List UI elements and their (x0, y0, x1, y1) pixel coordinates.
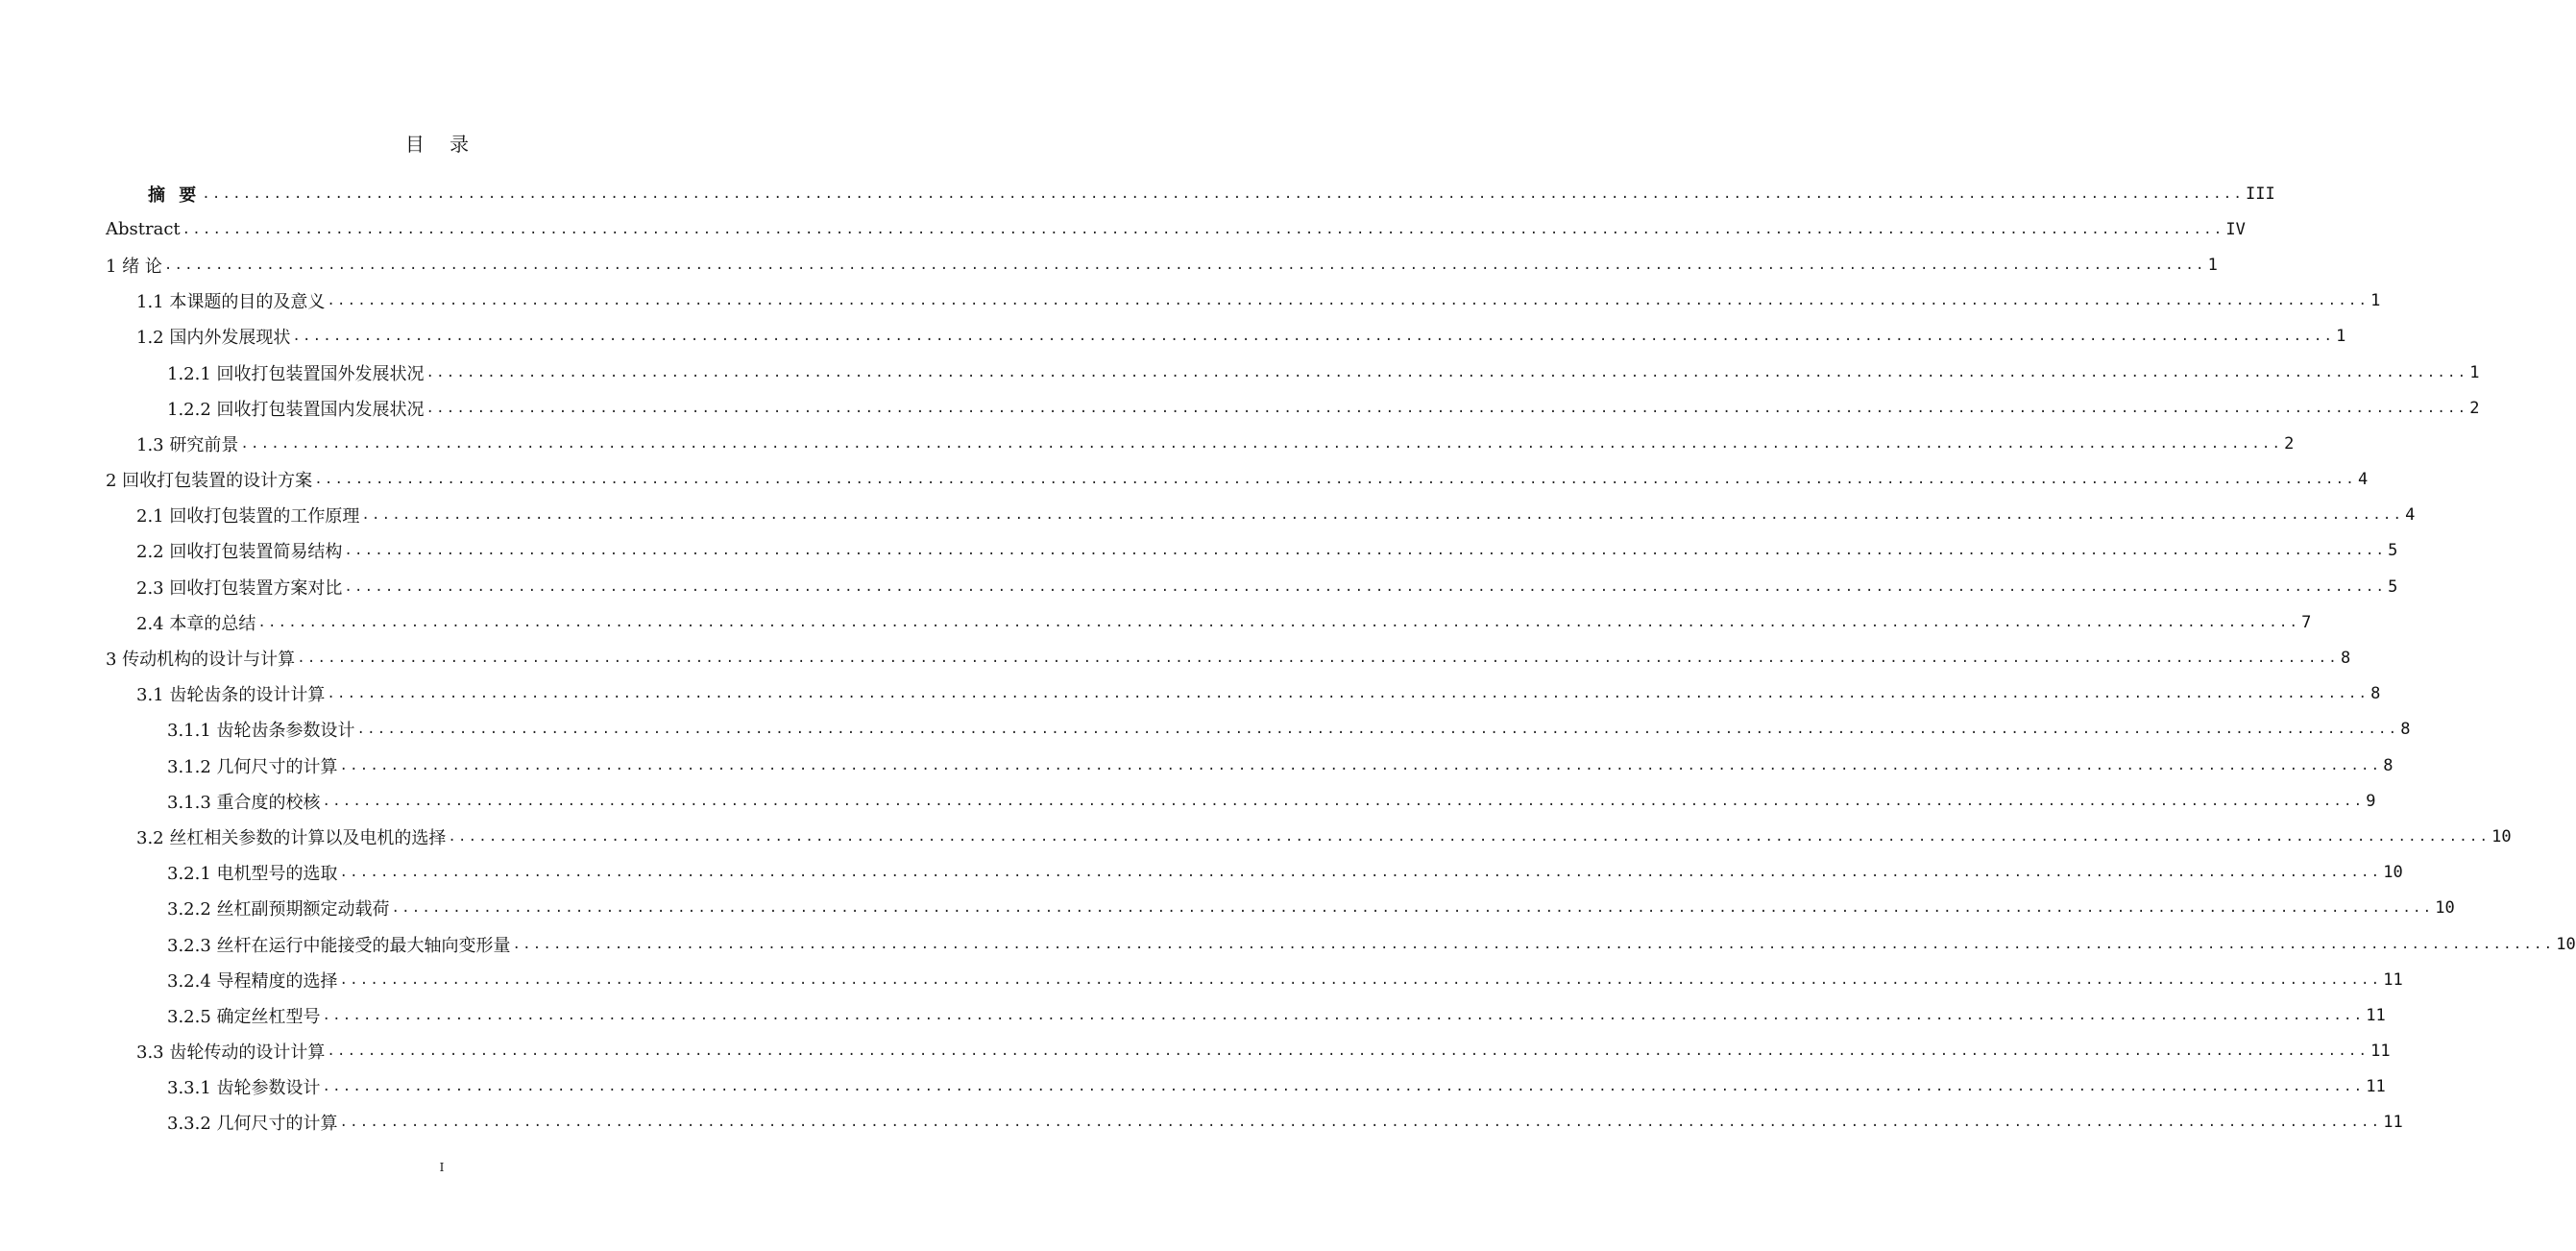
page-number: I (439, 1161, 445, 1174)
toc-entry-label: 3.2.2 丝杠副预期额定动载荷 (167, 899, 390, 920)
toc-entry-page: 4 (2405, 505, 2416, 526)
toc-entry-label: 3.1 齿轮齿条的设计计算 (136, 685, 326, 706)
toc-entry[interactable] (106, 462, 2369, 498)
toc-leader-dots: ........................................................................................................................................................................................................ (182, 221, 2224, 237)
toc-leader-dots: ........................................................................................................................................................................................................ (339, 971, 2382, 988)
toc-leader-dots: ........................................................................................................................................................................................................ (361, 507, 2404, 524)
toc-entry-page: 1 (2207, 255, 2218, 275)
toc-entry[interactable] (106, 855, 2403, 891)
toc-entry[interactable] (106, 783, 2376, 819)
toc-leader-dots: ........................................................................................................................................................................................................ (344, 578, 2387, 595)
toc-entry-label: 3.2.3 丝杆在运行中能接受的最大轴向变形量 (167, 935, 511, 956)
toc-entry-label: 3.2.4 导程精度的选择 (167, 970, 338, 992)
toc-leader-dots: ........................................................................................................................................................................................................ (425, 400, 2468, 416)
toc-entry-label: 1.2.2 回收打包装置国内发展状况 (167, 399, 425, 420)
toc-entry[interactable] (106, 748, 2394, 783)
toc-leader-dots: ........................................................................................................................................................................................................ (322, 1079, 2365, 1095)
toc-leader-dots: ........................................................................................................................................................................................................ (240, 435, 2283, 452)
toc-leader-dots: ........................................................................................................................................................................................................ (292, 329, 2335, 345)
toc-entry-label: 3 传动机构的设计与计算 (106, 650, 296, 671)
toc-entry-page: 10 (2383, 863, 2403, 883)
toc-leader-dots: ........................................................................................................................................................................................................ (322, 793, 2365, 809)
toc-entry-page: 2 (2469, 398, 2480, 418)
toc-entry[interactable] (106, 926, 2576, 962)
toc-entry-label: 摘 要 (148, 184, 201, 206)
toc-entry-label: 3.3.1 齿轮参数设计 (167, 1078, 321, 1099)
toc-entry-page: 1 (2469, 362, 2480, 382)
toc-entry-page: 4 (2357, 470, 2369, 490)
toc-entry-label: 3.3 齿轮传动的设计计算 (136, 1042, 326, 1064)
toc-title: 目 录 (404, 133, 479, 156)
toc-entry[interactable] (106, 640, 2351, 675)
toc-entry-page: 1 (2336, 327, 2346, 347)
toc-entry-page: 8 (2383, 755, 2394, 775)
toc-entry-label: 3.3.2 几何尺寸的计算 (167, 1114, 338, 1135)
toc-entry-label: 3.2.5 确定丝杠型号 (167, 1006, 321, 1027)
toc-entry-page: 8 (2370, 684, 2381, 704)
toc-entry[interactable] (106, 819, 2512, 854)
toc-entry[interactable] (106, 319, 2346, 355)
toc-entry-page: 8 (2340, 649, 2351, 669)
toc-leader-dots: ........................................................................................................................................................................................................ (202, 185, 2245, 202)
toc-entry-page: 9 (2366, 791, 2376, 811)
toc-leader-dots: ........................................................................................................................................................................................................ (327, 686, 2369, 702)
toc-entry[interactable] (106, 533, 2398, 569)
toc-entry-page: 11 (2366, 1005, 2386, 1025)
toc-entry-label: 1.1 本课题的目的及意义 (136, 292, 326, 313)
toc-leader-dots: ........................................................................................................................................................................................................ (297, 650, 2339, 667)
toc-entry[interactable] (106, 891, 2455, 926)
toc-entry[interactable] (106, 176, 2275, 211)
toc-leader-dots: ........................................................................................................................................................................................................ (314, 472, 2356, 488)
toc-entry-label: 2 回收打包装置的设计方案 (106, 471, 313, 492)
toc-leader-dots: ........................................................................................................................................................................................................ (322, 1007, 2365, 1023)
toc-entry-page: 5 (2388, 576, 2398, 597)
toc-entry-page: 8 (2400, 720, 2411, 740)
toc-entry[interactable] (106, 498, 2416, 533)
toc-entry[interactable] (106, 676, 2381, 712)
toc-leader-dots: ........................................................................................................................................................................................................ (356, 722, 2399, 738)
toc-entry-page: III (2246, 184, 2275, 204)
toc-entry-label: 2.4 本章的总结 (136, 613, 256, 634)
toc-leader-dots: ........................................................................................................................................................................................................ (327, 1043, 2369, 1060)
toc-entry[interactable] (106, 569, 2398, 604)
toc-leader-dots: ........................................................................................................................................................................................................ (425, 364, 2468, 380)
toc-entry-page: IV (2225, 219, 2246, 239)
toc-entry-page: 2 (2284, 433, 2295, 454)
toc-leader-dots: ........................................................................................................................................................................................................ (391, 900, 2434, 917)
toc-entry-page: 10 (2491, 826, 2512, 846)
toc-entry[interactable] (106, 997, 2386, 1033)
toc-entry[interactable] (106, 1105, 2403, 1141)
toc-entry-label: Abstract (106, 219, 181, 240)
toc-entry-label: 1.3 研究前景 (136, 434, 239, 455)
toc-entry-page: 1 (2370, 291, 2381, 311)
table-of-contents (106, 176, 2576, 1141)
toc-entry-label: 1 绪 论 (106, 256, 162, 277)
toc-entry[interactable] (106, 390, 2480, 426)
toc-leader-dots: ........................................................................................................................................................................................................ (339, 865, 2382, 881)
toc-leader-dots: ........................................................................................................................................................................................................ (163, 257, 2206, 273)
toc-entry-label: 3.1.1 齿轮齿条参数设计 (167, 721, 355, 742)
toc-entry-label: 3.2.1 电机型号的选取 (167, 864, 338, 885)
toc-leader-dots: ........................................................................................................................................................................................................ (339, 757, 2382, 773)
toc-entry-page: 11 (2383, 969, 2403, 990)
toc-entry[interactable] (106, 1069, 2386, 1105)
toc-entry-page: 10 (2556, 934, 2576, 954)
toc-leader-dots: ........................................................................................................................................................................................................ (448, 828, 2491, 845)
toc-entry[interactable] (106, 247, 2218, 282)
toc-entry-label: 3.2 丝杠相关参数的计算以及电机的选择 (136, 827, 447, 848)
toc-entry[interactable] (106, 426, 2295, 461)
toc-entry-label: 2.3 回收打包装置方案对比 (136, 577, 343, 599)
toc-entry[interactable] (106, 283, 2381, 319)
toc-entry[interactable] (106, 355, 2480, 390)
toc-entry-page: 7 (2301, 612, 2312, 632)
toc-entry-label: 3.1.2 几何尺寸的计算 (167, 756, 338, 777)
toc-entry[interactable] (106, 962, 2403, 997)
toc-entry[interactable] (106, 712, 2411, 748)
toc-leader-dots: ........................................................................................................................................................................................................ (512, 936, 2555, 952)
toc-entry-label: 2.2 回收打包装置简易结构 (136, 542, 343, 563)
toc-entry-label: 1.2.1 回收打包装置国外发展状况 (167, 363, 425, 384)
toc-entry[interactable] (106, 604, 2312, 640)
toc-leader-dots: ........................................................................................................................................................................................................ (339, 1115, 2382, 1131)
toc-entry-page: 11 (2366, 1077, 2386, 1097)
toc-entry-label: 1.2 国内外发展现状 (136, 328, 291, 349)
toc-leader-dots: ........................................................................................................................................................................................................ (327, 293, 2369, 309)
toc-entry-page: 11 (2383, 1113, 2403, 1133)
toc-entry-label: 2.1 回收打包装置的工作原理 (136, 506, 360, 527)
toc-entry[interactable] (106, 1034, 2391, 1069)
toc-entry-page: 5 (2388, 541, 2398, 561)
toc-leader-dots: ........................................................................................................................................................................................................ (344, 543, 2387, 559)
toc-entry[interactable] (106, 211, 2246, 247)
toc-entry-page: 11 (2370, 1042, 2391, 1062)
toc-entry-page: 10 (2435, 898, 2455, 919)
toc-leader-dots: ........................................................................................................................................................................................................ (257, 614, 2300, 630)
toc-entry-label: 3.1.3 重合度的校核 (167, 792, 321, 813)
